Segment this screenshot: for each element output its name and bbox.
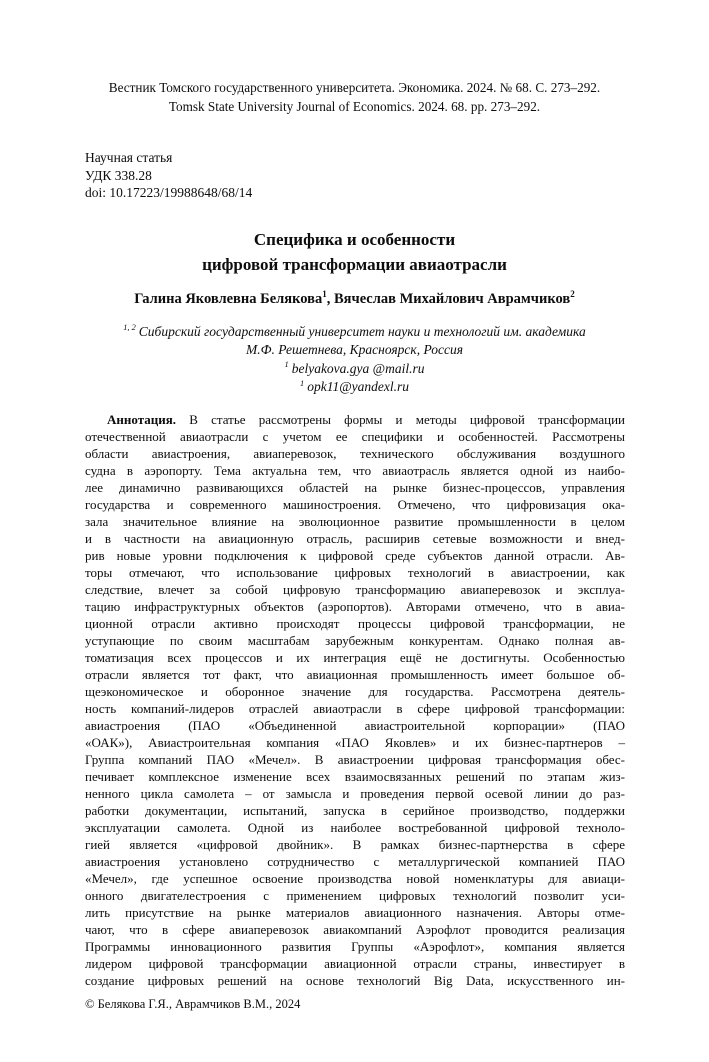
abstract-line: работки документации, испытаний, запуска в серийное производство, поддержки bbox=[85, 802, 625, 818]
abstract-line: отрасли является тот факт, что авиационная промышленность имеет большое об- bbox=[85, 666, 625, 682]
abstract-line: лее динамично развивающихся областей на рынке бизнес-процессов, управления bbox=[85, 479, 625, 495]
abstract-line: Аннотация. В статье рассмотрены формы и методы цифровой трансформации bbox=[107, 411, 625, 427]
affiliation-line-1: $^{1, 2}$ Сибирский государственный университет науки и технологий им. академика bbox=[123, 323, 586, 339]
udc-code: УДК 338.28 bbox=[85, 167, 152, 183]
author-1-name: Галина Яковлевна Белякова bbox=[134, 290, 323, 307]
email-line-2 bbox=[0, 378, 709, 397]
email-line-1 bbox=[0, 360, 709, 379]
email-2-superscript: 1 bbox=[300, 378, 305, 388]
copyright: © Белякова Г.Я., Аврамчиков В.М., 2024 bbox=[85, 997, 301, 1011]
email-1-superscript: 1 bbox=[284, 360, 289, 369]
abstract-line: отечественной авиаотрасли с учетом ее специфики и особенностей. Рассмотрены bbox=[85, 428, 625, 444]
abstract-line: лить присутствие на рынке материалов авиационного назначения. Авторы отме- bbox=[85, 904, 625, 920]
abstract-line: ненного цикла самолета – от замысла и проведения первой осевой линии до раз- bbox=[85, 785, 625, 801]
article-type: Научная статья bbox=[85, 150, 173, 165]
abstract-line: авиастроения установлено сотрудничество с металлургической компанией ПАО bbox=[85, 853, 625, 869]
journal-header-en: Tomsk State University Journal of Economics. 2024. 68. pp. 273–292. bbox=[168, 99, 541, 114]
abstract-line: рив новые уровни подключения к цифровой среде субъектов данной отрасли. Ав- bbox=[85, 547, 625, 563]
affiliation-superscript: 1, 2 bbox=[123, 323, 136, 332]
abstract-text bbox=[85, 411, 625, 989]
abstract-line: авиастроения (ПАО «Объединенной авиастроительной корпорации» (ПАО bbox=[85, 717, 625, 733]
affiliation-line-2: М.Ф. Решетнева, Красноярск, Россия bbox=[245, 342, 463, 357]
affiliation-block bbox=[0, 323, 709, 397]
abstract-line: государства и современного машиностроения. Отмечено, что цифровизация ока- bbox=[85, 496, 625, 512]
email-1: belyakova.gya @mail.ru bbox=[291, 360, 425, 376]
abstract-line: печивает комплексное изменение всех взаимосвязанных решений по этапам жиз- bbox=[85, 768, 625, 784]
abstract-line: онного двигателестроения с применением цифровых технологий позволит уси- bbox=[85, 887, 625, 903]
abstract-line: эксплуатации самолета. Одной из наиболее востребованной цифровой техноло- bbox=[85, 819, 625, 835]
abstract-line: области авиастроения, авиаперевозок, технического обслуживания воздушного bbox=[85, 445, 625, 461]
author-1-superscript: 1 bbox=[322, 288, 327, 299]
abstract-line: «ОАК»), Авиастроительная компания «ПАО Яковлев» и их бизнес-партнеров – bbox=[85, 734, 625, 750]
abstract-line: томатизация всех процессов и их интеграция ещё не достигнуты. Особенностью bbox=[85, 649, 625, 665]
abstract-line: и в частности на авиационную отрасль, расширив сетевые возможности и внед- bbox=[85, 530, 625, 546]
page-title-line-1: Специфика и особенности bbox=[253, 229, 456, 249]
doi: doi: 10.17223/19988648/68/14 bbox=[85, 185, 253, 200]
abstract-line: ционной отрасли активно происходят процессы цифровой трансформации, не bbox=[85, 615, 625, 631]
email-2: opk11@yandexl.ru bbox=[307, 379, 409, 394]
abstract-line: гией является «цифровой двойник». В рамках бизнес-партнерства в сфере bbox=[85, 836, 625, 852]
abstract-line: лидером цифровой трансформации авиационной отрасли страны, инвестирует в bbox=[85, 955, 625, 971]
abstract-line: зала значительное влияние на эволюционное развитие промышленности в целом bbox=[85, 513, 625, 529]
abstract-line: ность компаний-лидеров отраслей авиаотрасли в сфере цифровой трансформации: bbox=[85, 700, 625, 716]
abstract-line: чают, что в сфере авиаперевозок авиакомпаний Аэрофлот проводится реализация bbox=[85, 921, 625, 937]
article-meta bbox=[85, 149, 625, 202]
author-2-name: Вячеслав Михайлович Аврамчиков bbox=[334, 290, 571, 307]
page-title-line-2: цифровой трансформации авиаотрасли bbox=[202, 254, 507, 274]
abstract-line: щеэкономическое и оборонное значение для государства. Рассмотрена деятель- bbox=[85, 683, 625, 699]
abstract-line: следствие, влечет за собой цифровую трансформацию авиаперевозок и эксплуа- bbox=[85, 581, 625, 597]
journal-header bbox=[0, 0, 709, 116]
abstract-line: Группа компаний ПАО «Мечел». В авиастроении цифровая трансформация обес- bbox=[85, 751, 625, 767]
abstract-line: торы отмечают, что использование цифровых технологий в авиастроении, как bbox=[85, 564, 625, 580]
page-title bbox=[0, 227, 709, 277]
abstract-label: Аннотация. bbox=[107, 411, 190, 427]
abstract-line: «Мечел», где успешное освоение производства новой номенклатуры для авиаци- bbox=[85, 870, 625, 886]
author-2-superscript: 2 bbox=[570, 288, 575, 299]
authors-line bbox=[0, 289, 709, 309]
authors-separator: , bbox=[326, 290, 334, 307]
abstract-line: тацию инфраструктурных объектов (аэропортов). Авторами отмечено, что в авиа- bbox=[85, 598, 625, 614]
journal-header-ru: Вестник Томского государственного университета. Экономика. 2024. № 68. С. 273–292. bbox=[108, 80, 601, 95]
abstract-line: судна в аэропорту. Тема актуальна тем, что авиаотрасль является одной из наибо- bbox=[85, 462, 625, 478]
abstract-line: создание цифровых решений на основе технологий Big Data, искусственного ин- bbox=[85, 972, 625, 988]
abstract-line: Программы инновационного развития Группы «Аэрофлот», компания является bbox=[85, 938, 625, 954]
abstract-line: уступающие по своим масштабам зарубежным конкурентам. Однако полная ав- bbox=[85, 632, 625, 648]
